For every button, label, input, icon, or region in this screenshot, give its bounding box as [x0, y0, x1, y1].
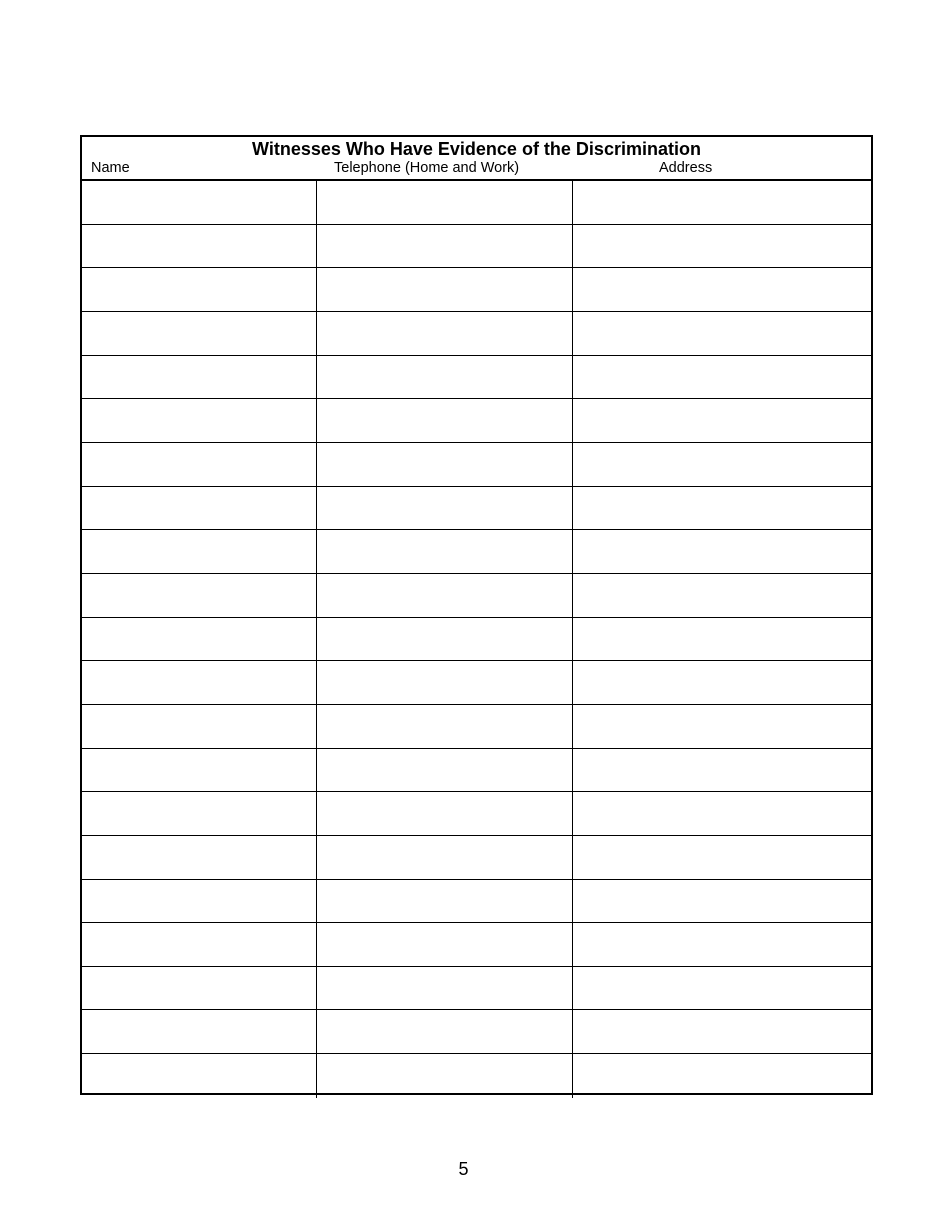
name-cell[interactable]: [82, 661, 317, 704]
telephone-cell[interactable]: [317, 1010, 573, 1053]
name-cell[interactable]: [82, 443, 317, 486]
name-cell[interactable]: [82, 399, 317, 442]
address-cell[interactable]: [573, 661, 871, 704]
name-cell[interactable]: [82, 1054, 317, 1098]
telephone-cell[interactable]: [317, 923, 573, 966]
table-row: [82, 749, 871, 793]
column-header-address: Address: [659, 160, 713, 176]
name-cell[interactable]: [82, 792, 317, 835]
table-row: [82, 225, 871, 269]
address-cell[interactable]: [573, 618, 871, 661]
name-cell[interactable]: [82, 880, 317, 923]
name-cell[interactable]: [82, 312, 317, 355]
telephone-cell[interactable]: [317, 618, 573, 661]
name-cell[interactable]: [82, 705, 317, 748]
name-cell[interactable]: [82, 574, 317, 617]
table-row: [82, 268, 871, 312]
address-cell[interactable]: [573, 574, 871, 617]
address-cell[interactable]: [573, 268, 871, 311]
table-row: [82, 880, 871, 924]
address-cell[interactable]: [573, 487, 871, 530]
telephone-cell[interactable]: [317, 443, 573, 486]
telephone-cell[interactable]: [317, 181, 573, 224]
telephone-cell[interactable]: [317, 749, 573, 792]
address-cell[interactable]: [573, 443, 871, 486]
name-cell[interactable]: [82, 618, 317, 661]
table-row: [82, 923, 871, 967]
name-cell[interactable]: [82, 749, 317, 792]
address-cell[interactable]: [573, 749, 871, 792]
telephone-cell[interactable]: [317, 1054, 573, 1098]
table-row: [82, 792, 871, 836]
address-cell[interactable]: [573, 967, 871, 1010]
table-row: [82, 399, 871, 443]
table-row: [82, 181, 871, 225]
table-row: [82, 312, 871, 356]
column-header-telephone: Telephone (Home and Work): [334, 160, 520, 176]
address-cell[interactable]: [573, 312, 871, 355]
telephone-cell[interactable]: [317, 530, 573, 573]
telephone-cell[interactable]: [317, 312, 573, 355]
name-cell[interactable]: [82, 836, 317, 879]
address-cell[interactable]: [573, 705, 871, 748]
table-row: [82, 1054, 871, 1098]
telephone-cell[interactable]: [317, 661, 573, 704]
address-cell[interactable]: [573, 880, 871, 923]
page-number: 5: [458, 1159, 469, 1179]
telephone-cell[interactable]: [317, 792, 573, 835]
table-row: [82, 443, 871, 487]
table-row: [82, 574, 871, 618]
telephone-cell[interactable]: [317, 574, 573, 617]
table-body: [82, 181, 871, 1093]
telephone-cell[interactable]: [317, 836, 573, 879]
address-cell[interactable]: [573, 1010, 871, 1053]
name-cell[interactable]: [82, 181, 317, 224]
table-row: [82, 705, 871, 749]
address-cell[interactable]: [573, 1054, 871, 1098]
telephone-cell[interactable]: [317, 967, 573, 1010]
witness-table: [80, 135, 873, 1095]
telephone-cell[interactable]: [317, 705, 573, 748]
telephone-cell[interactable]: [317, 487, 573, 530]
telephone-cell[interactable]: [317, 399, 573, 442]
name-cell[interactable]: [82, 356, 317, 399]
table-row: [82, 618, 871, 662]
telephone-cell[interactable]: [317, 225, 573, 268]
table-row: [82, 530, 871, 574]
table-row: [82, 1010, 871, 1054]
address-cell[interactable]: [573, 923, 871, 966]
name-cell[interactable]: [82, 487, 317, 530]
name-cell[interactable]: [82, 923, 317, 966]
name-cell[interactable]: [82, 268, 317, 311]
table-row: [82, 487, 871, 531]
telephone-cell[interactable]: [317, 268, 573, 311]
table-row: [82, 967, 871, 1011]
name-cell[interactable]: [82, 967, 317, 1010]
address-cell[interactable]: [573, 836, 871, 879]
address-cell[interactable]: [573, 530, 871, 573]
table-header: [82, 137, 871, 181]
address-cell[interactable]: [573, 792, 871, 835]
address-cell[interactable]: [573, 225, 871, 268]
address-cell[interactable]: [573, 181, 871, 224]
name-cell[interactable]: [82, 530, 317, 573]
address-cell[interactable]: [573, 399, 871, 442]
name-cell[interactable]: [82, 225, 317, 268]
table-row: [82, 661, 871, 705]
table-title: Witnesses Who Have Evidence of the Discrimination: [252, 139, 701, 159]
table-row: [82, 836, 871, 880]
telephone-cell[interactable]: [317, 356, 573, 399]
column-header-name: Name: [91, 160, 130, 176]
telephone-cell[interactable]: [317, 880, 573, 923]
address-cell[interactable]: [573, 356, 871, 399]
table-row: [82, 356, 871, 400]
name-cell[interactable]: [82, 1010, 317, 1053]
